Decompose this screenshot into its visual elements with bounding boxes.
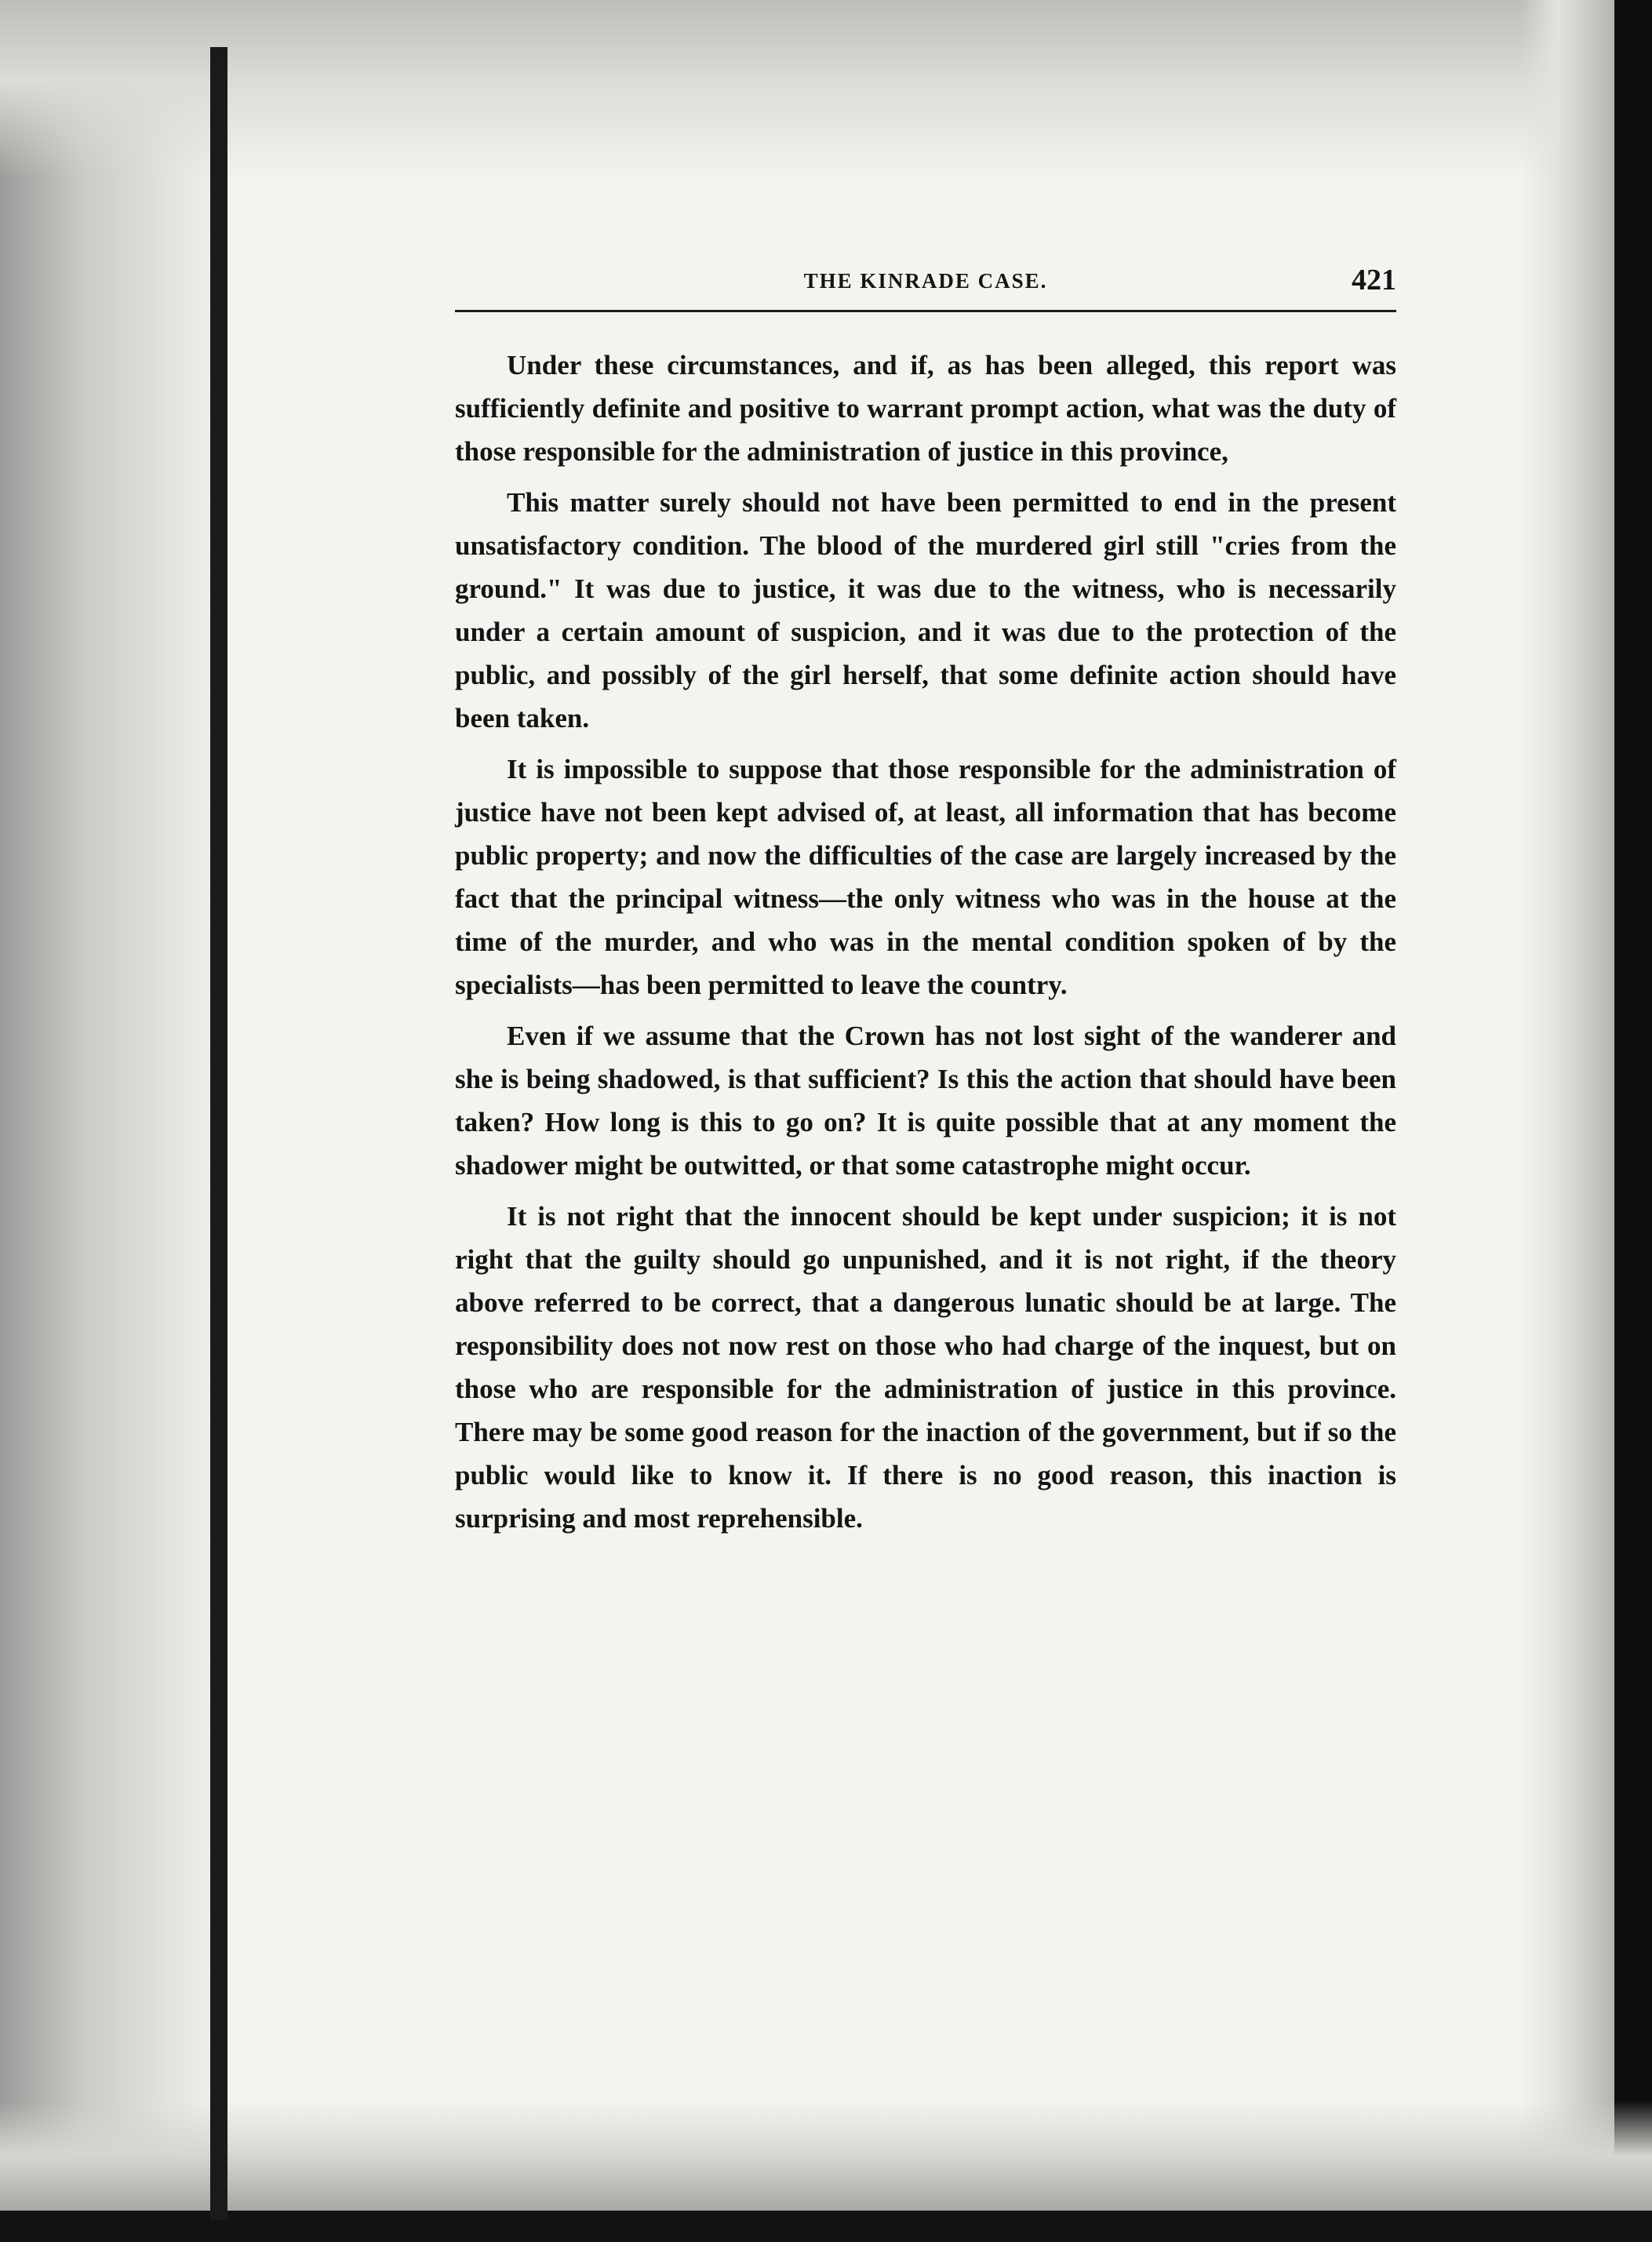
paragraph: It is impossible to suppose that those responsible for the administration of justice have not been kept advised of, at least, all information that has become public property; and now the difficulties of the case are largely increased by the fact that the principal witness—the only witness who was in the house at the time of the murder, and who was in the mental condition spoken of by the specialists—has been permitted to leave the country. <box>455 754 1396 1000</box>
paragraph: Even if we assume that the Crown has not lost sight of the wanderer and she is being shadowed, is that sufficient? Is this the action that should have been taken? How long is this to go on? It is quite possible that at any moment the shadower might be outwitted, or that some catastrophe might occur. <box>455 1021 1396 1181</box>
running-title: THE KINRADE CASE. <box>803 269 1048 293</box>
scan-right-shadow <box>1520 0 1614 2242</box>
paragraph: Under these circumstances, and if, as has been alleged, this report was sufficiently definite and positive to warrant prompt action, what was the duty of those responsible for the administration of justice in this province, <box>455 350 1396 467</box>
scan-top-shadow <box>0 0 1652 180</box>
scan-right-edge <box>1614 0 1652 2242</box>
scan-bottom-shadow <box>0 2101 1652 2211</box>
body-text <box>455 344 1396 1540</box>
paragraph: It is not right that the innocent should be kept under suspicion; it is not right that the guilty should go unpunished, and it is not right, if the theory above referred to be correct, that a dangerous lunatic should be at large. The responsibility does not now rest on those who had charge of the inquest, but on those who are responsible for the administration of justice in this province. There may be some good reason for the inaction of the government, but if so the public would like to know it. If there is no good reason, this inaction is surprising and most reprehensible. <box>455 1201 1396 1534</box>
running-head <box>455 263 1396 312</box>
page-number: 421 <box>1352 264 1396 297</box>
paragraph: This matter surely should not have been permitted to end in the present unsatisfactory condition. The blood of the murdered girl still "cries from the ground." It was due to justice, it was due to the witness, who is necessarily under a certain amount of suspicion, and it was due to the protection of the public, and possibly of the girl herself, that some definite action should have been taken. <box>455 487 1396 733</box>
scan-left-shadow <box>0 0 235 2242</box>
binding-line <box>210 47 227 2220</box>
book-page <box>455 263 1396 1548</box>
scan-bottom-edge <box>0 2211 1652 2242</box>
